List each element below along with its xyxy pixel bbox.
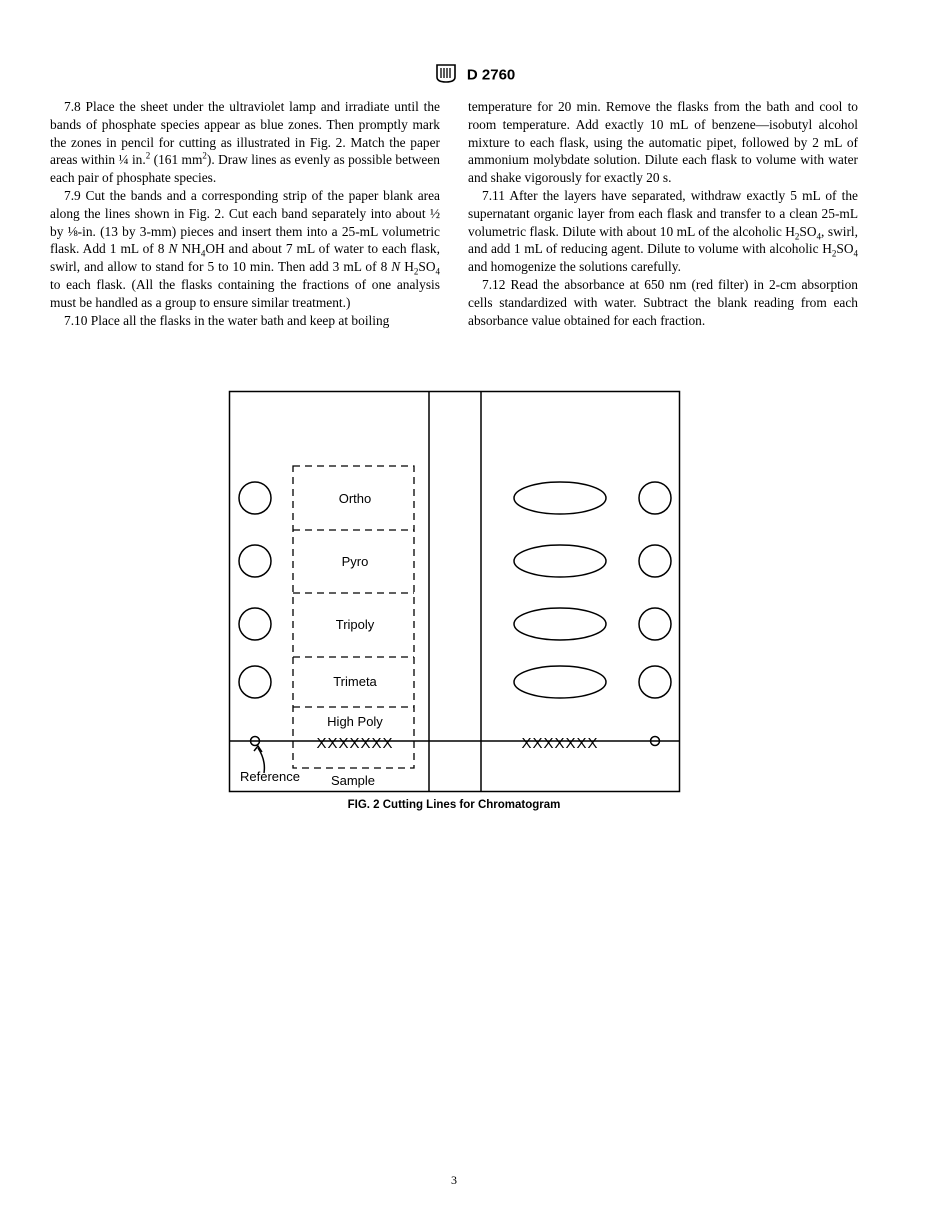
right-circle (639, 666, 671, 698)
band-label-high-poly: High Poly (327, 714, 383, 729)
spot-ellipse (514, 666, 606, 698)
page-number: 3 (451, 1173, 457, 1187)
document-code: D 2760 (466, 66, 516, 84)
figure-caption: FIG. 2 Cutting Lines for Chromatogram (347, 799, 561, 811)
left-column (50, 98, 440, 329)
right-column (468, 98, 858, 329)
reference-label: Reference (240, 769, 300, 784)
left-circle (239, 666, 271, 698)
paragraph-7-8: 7.8 Place the sheet under the ultraviolet lamp and irradiate until the bands of phosphate species appear as blue zones. Then promptly mark the zones in pencil for cutting as illustrated in Fig. 2. Match the paper areas within ¼ in.$^2$ (161 $mm^2$). Draw lines as evenly as possible between each pair of phosphate species. (50, 99, 440, 186)
astm-logo-icon (435, 63, 457, 87)
spot-ellipse (514, 608, 606, 640)
band-label-tripoly: Tripoly (335, 617, 375, 632)
sample-label: Sample (330, 773, 376, 788)
left-circle (239, 545, 271, 577)
band-label-ortho: Ortho (338, 491, 372, 506)
band-label-trimeta: Trimeta (333, 674, 377, 689)
left-circle (239, 608, 271, 640)
paragraph-7-10-continued: temperature for 20 min. Remove the flasks from the bath and cool to room temperature. Add exactly 10 mL of benzene—isobutyl alcohol mixture to each flask, using the automatic pipet, followed by 2 mL of ammonium molybdate solution. Dilute each flask to volume with water and shake vigorously for exactly 20 s. (468, 99, 858, 186)
spot-ellipse (514, 482, 606, 514)
right-circle (639, 545, 671, 577)
page-header (0, 63, 950, 87)
paragraph-7-9: 7.9 Cut the bands and a corresponding strip of the paper blank area along the lines shown in Fig. 2. Cut each band separately into about ½ by ⅛-in. (13 by 3-mm) pieces and insert them into a 25-mL volumetric flask. Add 1 mL of 8 N $NH_4OH$ and about 7 mL of water to each flask, swirl, and allow to stand for 5 to 10 min. Then add 3 mL of 8 N $H_2SO_4$ to each flask. (All the flasks containing the fractions of one analysis must be handled as a group to ensure similar treatment.) (50, 187, 440, 310)
right-circle (639, 482, 671, 514)
right-x-marks: XXXXXXX (521, 735, 599, 752)
sample-x-marks: XXXXXXX (316, 735, 394, 752)
chromatogram-sheet (230, 392, 680, 792)
paragraph-7-11: 7.11 After the layers have separated, withdraw exactly 5 mL of the supernatant organic layer from each flask and transfer to a clean 25-mL volumetric flask. Dilute with about 10 mL of the alcoholic $H_2SO_4$, swirl, and add 1 mL of reducing agent. Dilute to volume with alcoholic $H_2SO_4$ and homogenize the solutions carefully. (468, 187, 858, 275)
chromatogram-figure (228, 390, 681, 794)
left-circle (239, 482, 271, 514)
paragraph-7-10: 7.10 Place all the flasks in the water bath and keep at boiling (64, 312, 390, 328)
spot-ellipse (514, 545, 606, 577)
right-circle (639, 608, 671, 640)
band-label-pyro: Pyro (341, 554, 369, 569)
paragraph-7-12: 7.12 Read the absorbance at 650 nm (red filter) in 2-cm absorption cells standardized with water. Subtract the blank reading from each absorbance value obtained for each fraction. (468, 276, 858, 328)
